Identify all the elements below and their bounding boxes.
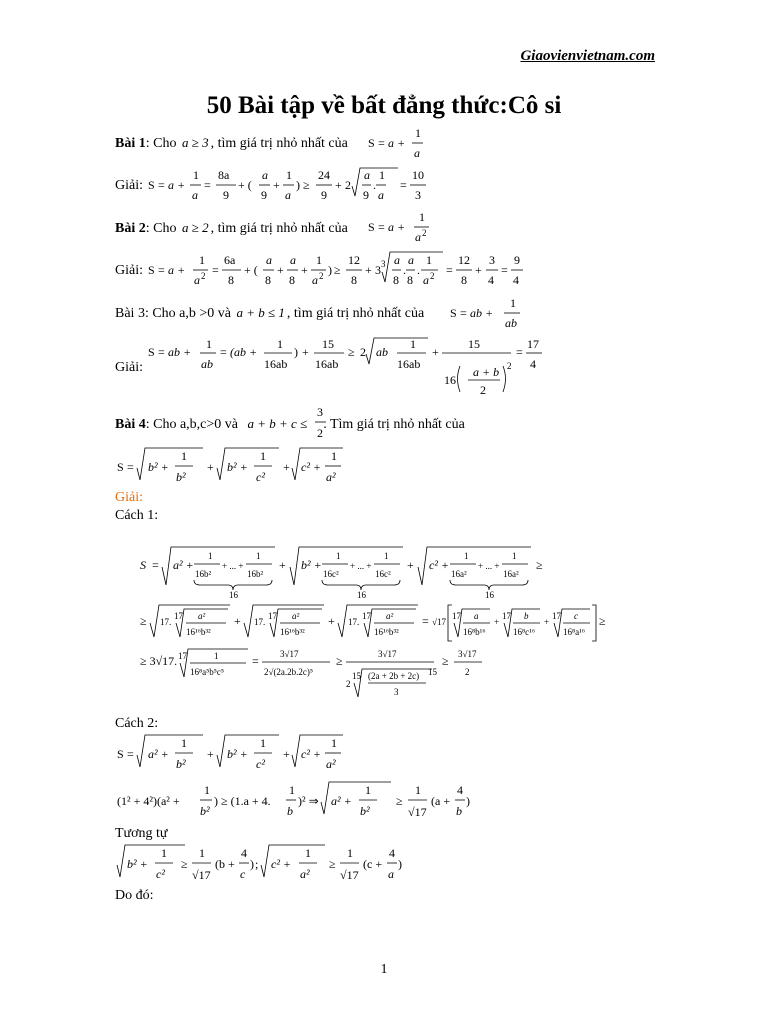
- svg-text:a² +: a² +: [173, 558, 194, 572]
- svg-text:1: 1: [260, 449, 266, 463]
- svg-text:17.: 17.: [348, 617, 360, 627]
- svg-text:√17: √17: [340, 868, 359, 882]
- svg-text:1: 1: [260, 736, 266, 750]
- svg-text:17: 17: [174, 611, 183, 621]
- svg-text:a +: a +: [388, 136, 406, 150]
- svg-text:b² +: b² +: [227, 460, 248, 474]
- svg-text:S: S: [148, 178, 155, 192]
- svg-text:+: +: [407, 558, 414, 572]
- svg-text:ab: ab: [505, 316, 517, 330]
- svg-text:b²: b²: [176, 757, 186, 771]
- svg-text:+: +: [273, 178, 280, 192]
- bai2-solution-formula: [146, 250, 526, 292]
- svg-text:a +: a +: [168, 263, 186, 277]
- svg-text:≥: ≥: [599, 614, 606, 628]
- svg-text:): ): [398, 857, 402, 871]
- svg-text:2: 2: [360, 345, 366, 359]
- svg-text:1: 1: [426, 253, 432, 267]
- svg-text:a²: a²: [300, 867, 310, 881]
- svg-text:(1² + 4²)(a² +: (1² + 4²)(a² +: [117, 794, 180, 808]
- svg-text:=: =: [501, 263, 508, 277]
- svg-text:16⁸a⁵b⁵c⁵: 16⁸a⁵b⁵c⁵: [190, 667, 225, 677]
- svg-text:1: 1: [206, 337, 212, 351]
- svg-text:16: 16: [485, 590, 494, 600]
- svg-text:a: a: [285, 188, 291, 202]
- svg-text:1: 1: [415, 783, 421, 797]
- svg-text:(ab +: (ab +: [230, 345, 258, 359]
- svg-text:8: 8: [351, 273, 357, 287]
- svg-text:S: S: [117, 747, 124, 761]
- cach2-objective-formula: [115, 733, 345, 775]
- svg-text:ab +: ab +: [470, 306, 494, 320]
- svg-text:c: c: [240, 867, 246, 881]
- svg-text:1: 1: [204, 783, 210, 797]
- svg-text:=: =: [158, 178, 165, 192]
- svg-text:17.: 17.: [160, 617, 172, 627]
- svg-text:1: 1: [277, 337, 283, 351]
- svg-text:a: a: [394, 253, 400, 267]
- svg-text:8: 8: [289, 273, 295, 287]
- svg-text:8: 8: [461, 273, 467, 287]
- bai3-condition: a + b ≤ 1: [236, 305, 285, 320]
- svg-text:≥: ≥: [303, 178, 310, 192]
- svg-text:16⁸b¹⁶: 16⁸b¹⁶: [463, 627, 486, 637]
- svg-text:a²: a²: [326, 470, 336, 484]
- svg-text:2: 2: [422, 228, 427, 238]
- svg-text:a: a: [194, 273, 200, 287]
- svg-text:1: 1: [199, 253, 205, 267]
- svg-text:=: =: [252, 654, 259, 668]
- svg-text:=: =: [378, 220, 385, 234]
- svg-text:1: 1: [331, 449, 337, 463]
- svg-text:17: 17: [362, 611, 371, 621]
- svg-text:): ): [328, 263, 332, 277]
- svg-text:4: 4: [513, 273, 519, 287]
- svg-text:=: =: [212, 263, 219, 277]
- svg-text:)² ⇒: )² ⇒: [298, 794, 319, 808]
- svg-text:16⁸a¹⁶: 16⁸a¹⁶: [563, 627, 585, 637]
- svg-text:=: =: [204, 178, 211, 192]
- svg-text:17: 17: [452, 611, 461, 621]
- svg-text:a: a: [388, 867, 394, 881]
- svg-text:9: 9: [363, 188, 369, 202]
- svg-text:4: 4: [457, 783, 463, 797]
- svg-text:S: S: [450, 306, 457, 320]
- svg-text:≥ 3√17.: ≥ 3√17.: [140, 654, 178, 668]
- svg-text:=: =: [400, 178, 407, 192]
- svg-text:S: S: [368, 220, 375, 234]
- tuong-tu-label: Tương tự: [115, 826, 168, 841]
- svg-text:16b²: 16b²: [195, 569, 212, 579]
- bai4-label: Bài 4: [115, 417, 146, 432]
- bai1-label: Bài 1: [115, 136, 146, 151]
- svg-text:b² +: b² +: [127, 857, 148, 871]
- svg-text:3: 3: [415, 188, 421, 202]
- svg-text:1: 1: [316, 253, 322, 267]
- svg-text:+: +: [301, 263, 308, 277]
- page-title: 50 Bài tập về bất đẳng thức:Cô si: [206, 92, 562, 119]
- svg-text:16ab: 16ab: [315, 357, 339, 371]
- svg-text:1: 1: [289, 783, 295, 797]
- svg-text:1: 1: [208, 551, 213, 561]
- svg-text:3√17: 3√17: [280, 649, 299, 659]
- svg-text:) ≥ (1.a + 4.: ) ≥ (1.a + 4.: [214, 794, 271, 808]
- svg-text:1: 1: [510, 296, 516, 310]
- svg-text:16¹⁶b³²: 16¹⁶b³²: [374, 627, 399, 637]
- svg-text:16: 16: [357, 590, 366, 600]
- svg-text:+ (: + (: [238, 178, 252, 192]
- svg-text:b² +: b² +: [227, 747, 248, 761]
- svg-text:b: b: [524, 611, 529, 621]
- svg-text:16: 16: [229, 590, 238, 600]
- svg-text:1: 1: [347, 846, 353, 860]
- svg-text:S: S: [140, 558, 146, 572]
- svg-text:16a²: 16a²: [503, 569, 519, 579]
- svg-text:;: ;: [255, 857, 259, 871]
- svg-text:3: 3: [375, 263, 381, 277]
- svg-text:16ab: 16ab: [397, 357, 421, 371]
- svg-text:4: 4: [241, 846, 247, 860]
- svg-text:16c²: 16c²: [323, 569, 339, 579]
- svg-text:a +: a +: [388, 220, 406, 234]
- svg-text:b²: b²: [176, 470, 186, 484]
- bai1-objective-formula: [366, 124, 436, 164]
- bai3-text-a: Bài 3: Cho a,b >0 và: [115, 306, 231, 321]
- bai3-solution-formula: [146, 336, 546, 404]
- svg-text:a: a: [312, 273, 318, 287]
- svg-text:16¹⁶b³²: 16¹⁶b³²: [280, 627, 305, 637]
- svg-text:10: 10: [412, 168, 424, 182]
- svg-text:1: 1: [214, 651, 219, 661]
- svg-text:+ ... +: + ... +: [478, 561, 500, 571]
- svg-text:=: =: [460, 306, 467, 320]
- svg-text:8: 8: [265, 273, 271, 287]
- svg-text:17: 17: [268, 611, 277, 621]
- svg-text:3√17: 3√17: [378, 649, 397, 659]
- svg-text:a: a: [423, 273, 429, 287]
- cach1-derivation-formula: [140, 545, 606, 705]
- svg-text:1: 1: [305, 846, 311, 860]
- bai2-condition: a ≥ 2: [181, 220, 209, 235]
- svg-text:+: +: [328, 614, 335, 628]
- bai1-statement: [115, 135, 348, 152]
- svg-text:(2a + 2b + 2c): (2a + 2b + 2c): [368, 671, 420, 681]
- bai1-condition: a ≥ 3: [181, 135, 209, 150]
- svg-text:): ): [294, 345, 298, 359]
- svg-text:8: 8: [228, 273, 234, 287]
- svg-text:c²: c²: [256, 757, 265, 771]
- svg-text:4: 4: [389, 846, 395, 860]
- bai1-solution-formula: [146, 166, 436, 206]
- svg-text:.: .: [373, 178, 376, 192]
- svg-text:8: 8: [393, 273, 399, 287]
- svg-text:1: 1: [161, 846, 167, 860]
- svg-text:4: 4: [488, 273, 494, 287]
- svg-text:1: 1: [384, 551, 389, 561]
- svg-text:2: 2: [507, 361, 512, 371]
- svg-text:12: 12: [348, 253, 360, 267]
- svg-text:=: =: [446, 263, 453, 277]
- svg-text:9: 9: [223, 188, 229, 202]
- svg-text:a + b: a + b: [473, 365, 500, 379]
- bai4-condition: a + b + c ≤: [247, 416, 308, 431]
- svg-text:16c²: 16c²: [375, 569, 391, 579]
- svg-text:b²: b²: [360, 804, 370, 818]
- svg-text:ab +: ab +: [168, 345, 192, 359]
- svg-text:=: =: [152, 558, 159, 572]
- bai3-text-b: , tìm giá trị nhỏ nhất của: [286, 306, 425, 321]
- svg-text:4: 4: [530, 357, 536, 371]
- svg-text:17.: 17.: [254, 617, 266, 627]
- svg-text:=: =: [158, 263, 165, 277]
- svg-text:.: .: [417, 263, 420, 277]
- svg-text:≥: ≥: [396, 794, 403, 808]
- svg-text:9: 9: [261, 188, 267, 202]
- svg-text:+: +: [544, 617, 550, 627]
- svg-text:√17: √17: [408, 805, 427, 819]
- cach1-label: Cách 1:: [115, 508, 159, 523]
- svg-text:2: 2: [319, 271, 324, 281]
- svg-text:1: 1: [512, 551, 517, 561]
- svg-text:2: 2: [465, 667, 470, 677]
- bai2-solution-label: Giải:: [115, 263, 143, 278]
- svg-text:=: =: [158, 345, 165, 359]
- svg-text:=: =: [127, 460, 134, 474]
- svg-text:(c +: (c +: [363, 857, 383, 871]
- svg-text:+: +: [283, 747, 290, 761]
- svg-text:2: 2: [430, 271, 435, 281]
- svg-text:1: 1: [419, 210, 425, 224]
- bai3-solution-label: Giải:: [115, 360, 143, 375]
- svg-text:3: 3: [489, 253, 495, 267]
- svg-text:16ab: 16ab: [264, 357, 288, 371]
- svg-text:=: =: [422, 614, 429, 628]
- svg-text:a: a: [415, 230, 421, 244]
- svg-text:2√(2a.2b.2c)⁵: 2√(2a.2b.2c)⁵: [264, 667, 314, 677]
- svg-text:b² +: b² +: [148, 460, 169, 474]
- svg-text:+: +: [283, 460, 290, 474]
- svg-text:S: S: [148, 263, 155, 277]
- svg-text:9: 9: [514, 253, 520, 267]
- bai2-text-a: : Cho: [145, 221, 177, 236]
- svg-text:1: 1: [181, 736, 187, 750]
- svg-text:+: +: [279, 558, 286, 572]
- svg-text:+ ... +: + ... +: [222, 561, 244, 571]
- svg-text:c² +: c² +: [429, 558, 450, 572]
- svg-text:b: b: [287, 804, 293, 818]
- svg-text:2: 2: [201, 271, 206, 281]
- bai1-text-a: : Cho: [145, 136, 177, 151]
- bai4-solution-label: Giải:: [115, 490, 143, 505]
- svg-text:≥: ≥: [334, 263, 341, 277]
- svg-text:a: a: [364, 168, 370, 182]
- bai1-text-b: , tìm giá trị nhỏ nhất của: [210, 136, 348, 151]
- svg-text:2: 2: [345, 178, 351, 192]
- svg-text:1: 1: [410, 337, 416, 351]
- svg-text:a² +: a² +: [148, 747, 169, 761]
- svg-text:≥: ≥: [442, 654, 449, 668]
- svg-text:16: 16: [444, 373, 456, 387]
- svg-text:a²: a²: [326, 757, 336, 771]
- svg-text:): ): [250, 857, 254, 871]
- bai4-objective-formula: [115, 446, 345, 488]
- svg-text:=: =: [516, 345, 523, 359]
- svg-text:1: 1: [199, 846, 205, 860]
- svg-text:12: 12: [458, 253, 470, 267]
- svg-text:S: S: [368, 136, 375, 150]
- bai2-objective-formula: [366, 208, 441, 250]
- svg-text:17: 17: [178, 651, 187, 661]
- svg-text:+: +: [335, 178, 342, 192]
- svg-text:1: 1: [464, 551, 469, 561]
- bai4-condition-fraction: [314, 404, 330, 444]
- svg-text:=: =: [378, 136, 385, 150]
- svg-text:17: 17: [527, 337, 539, 351]
- site-header-link[interactable]: Giaovienvietnam.com: [520, 48, 655, 64]
- svg-text:a: a: [378, 188, 384, 202]
- svg-text:): ): [296, 178, 300, 192]
- svg-text:): ): [466, 794, 470, 808]
- svg-text:+: +: [207, 747, 214, 761]
- svg-text:b²: b²: [200, 804, 210, 818]
- svg-text:≥: ≥: [536, 558, 543, 572]
- svg-text:≥: ≥: [329, 857, 336, 871]
- svg-text:S: S: [148, 345, 155, 359]
- svg-text:ab: ab: [201, 357, 213, 371]
- svg-text:1: 1: [379, 168, 385, 182]
- svg-text:S: S: [117, 460, 124, 474]
- bai4-text-b: . Tìm giá trị nhỏ nhất của: [323, 417, 465, 432]
- bai2-text-b: , tìm giá trị nhỏ nhất của: [210, 221, 348, 236]
- bai3-objective-formula: [448, 294, 528, 336]
- svg-text:.: .: [403, 263, 406, 277]
- svg-text:c: c: [574, 611, 578, 621]
- svg-text:+: +: [494, 617, 500, 627]
- svg-text:16⁸c¹⁶: 16⁸c¹⁶: [513, 627, 535, 637]
- svg-text:a: a: [262, 168, 268, 182]
- svg-text:√17: √17: [432, 617, 446, 627]
- svg-text:a: a: [266, 253, 272, 267]
- svg-text:17: 17: [552, 611, 561, 621]
- svg-text:16¹⁶b³²: 16¹⁶b³²: [186, 627, 211, 637]
- svg-text:9: 9: [321, 188, 327, 202]
- svg-text:a²: a²: [198, 611, 206, 621]
- svg-text:24: 24: [318, 168, 330, 182]
- svg-text:15: 15: [352, 671, 361, 681]
- svg-text:a: a: [408, 253, 414, 267]
- cach2-label: Cách 2:: [115, 716, 159, 731]
- svg-text:c²: c²: [256, 470, 265, 484]
- svg-text:1: 1: [336, 551, 341, 561]
- svg-text:(b +: (b +: [215, 857, 235, 871]
- svg-text:a: a: [474, 611, 479, 621]
- bai3-statement: [115, 305, 424, 322]
- svg-text:1: 1: [256, 551, 261, 561]
- page-number: 1: [380, 962, 388, 977]
- svg-text:15: 15: [322, 337, 334, 351]
- svg-text:(a +: (a +: [431, 794, 451, 808]
- svg-text:+: +: [207, 460, 214, 474]
- svg-text:c²: c²: [156, 867, 165, 881]
- svg-text:+ ... +: + ... +: [350, 561, 372, 571]
- svg-text:1: 1: [415, 126, 421, 140]
- bai2-statement: [115, 220, 348, 237]
- svg-text:+: +: [432, 345, 439, 359]
- svg-text:≥: ≥: [181, 857, 188, 871]
- svg-text:16b²: 16b²: [247, 569, 264, 579]
- svg-text:+ (: + (: [244, 263, 258, 277]
- svg-text:≥: ≥: [336, 654, 343, 668]
- svg-text:√17: √17: [192, 868, 211, 882]
- tuong-tu-formula: [115, 843, 415, 887]
- svg-text:ab: ab: [376, 345, 388, 359]
- bai2-label: Bài 2: [115, 221, 146, 236]
- svg-text:=: =: [220, 345, 227, 359]
- svg-text:b² +: b² +: [301, 558, 322, 572]
- svg-text:1: 1: [181, 449, 187, 463]
- svg-text:c² +: c² +: [271, 857, 292, 871]
- cach2-cauchy-schwarz-line: [115, 780, 475, 824]
- svg-text:2: 2: [480, 383, 486, 397]
- svg-text:+: +: [234, 614, 241, 628]
- svg-text:15: 15: [428, 667, 437, 677]
- svg-text:b: b: [456, 804, 462, 818]
- svg-text:+: +: [365, 263, 372, 277]
- svg-text:a +: a +: [168, 178, 186, 192]
- svg-text:8: 8: [407, 273, 413, 287]
- svg-text:c² +: c² +: [301, 747, 322, 761]
- svg-text:a: a: [290, 253, 296, 267]
- svg-text:1: 1: [286, 168, 292, 182]
- svg-text:≥: ≥: [140, 614, 147, 628]
- svg-text:a: a: [192, 188, 198, 202]
- svg-text:1: 1: [193, 168, 199, 182]
- svg-text:+: +: [475, 263, 482, 277]
- svg-text:15: 15: [468, 337, 480, 351]
- svg-text:3: 3: [381, 259, 386, 269]
- svg-text:a²: a²: [292, 611, 300, 621]
- do-do-label: Do đó:: [115, 888, 154, 903]
- bai4-text-a: : Cho a,b,c>0 và: [145, 417, 238, 432]
- svg-text:1: 1: [365, 783, 371, 797]
- svg-text:8a: 8a: [218, 168, 230, 182]
- svg-text:2: 2: [317, 426, 323, 440]
- svg-text:3: 3: [317, 405, 323, 419]
- svg-text:6a: 6a: [224, 253, 236, 267]
- svg-text:c² +: c² +: [301, 460, 322, 474]
- svg-text:a²: a²: [386, 611, 394, 621]
- svg-text:3√17: 3√17: [458, 649, 477, 659]
- svg-text:+: +: [302, 345, 309, 359]
- svg-text:17: 17: [502, 611, 511, 621]
- svg-text:≥: ≥: [348, 345, 355, 359]
- svg-text:16a²: 16a²: [451, 569, 467, 579]
- bai4-statement: [115, 416, 465, 433]
- bai1-solution-label: Giải:: [115, 178, 143, 193]
- svg-text:2: 2: [346, 679, 351, 689]
- svg-text:=: =: [127, 747, 134, 761]
- svg-text:1: 1: [331, 736, 337, 750]
- svg-text:a² +: a² +: [331, 794, 352, 808]
- svg-text:+: +: [277, 263, 284, 277]
- svg-text:a: a: [414, 146, 420, 160]
- svg-text:3: 3: [394, 687, 399, 697]
